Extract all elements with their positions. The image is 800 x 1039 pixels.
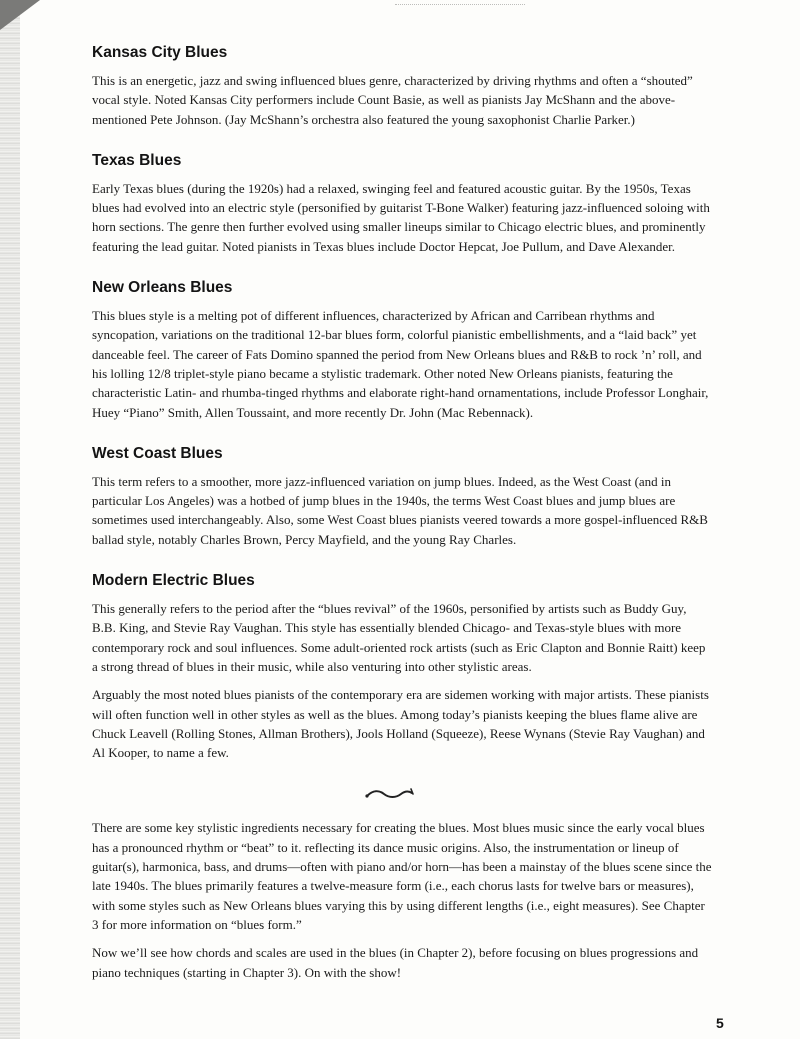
swash-ornament-icon <box>364 785 416 801</box>
section-paragraph: This is an energetic, jazz and swing influenced blues genre, characterized by driving rhythms and often a “shouted” vocal style. Noted Kansas City performers include Count Basie, as well as pianists Jay McShann and the above- mentioned Pete Johnson. (Jay McShann’s orchestra also featured the young saxophonist Charlie Parker.) <box>92 73 693 127</box>
section-west-coast-blues <box>92 445 712 549</box>
section-texas-blues <box>92 152 712 256</box>
section-paragraph: Arguably the most noted blues pianists of the contemporary era are sidemen working with major artists. These pianists will often function well in other styles as well as the blues. Among today’s pianists keeping the blues flame alive are Chuck Leavell (Rolling Stones, Allman Brothers), Jools Holland (Squeeze), Reese Wynans (Stevie Ray Vaughan) and Al Kooper, to name a few. <box>92 687 709 761</box>
scan-top-artifact <box>395 4 525 6</box>
page-content <box>92 44 712 1005</box>
section-modern-electric-blues <box>92 572 712 762</box>
section-kansas-city-blues <box>92 44 712 129</box>
section-heading: Kansas City Blues <box>92 44 228 61</box>
scan-corner-mark <box>0 0 40 30</box>
closing-paragraph: There are some key stylistic ingredients necessary for creating the blues. Most blues music since the early vocal blues has a pronounced rhythm or “beat” to it. reflecting its dance music origins. Also, the instrumentation or lineup of guitar(s), harmonica, bass, and drums—often with piano and/or horn—has been a mainstay of the blues scene since the late 1940s. The blues primarily features a twelve-measure form (i.e., each chorus lasts for twelve bars or measures), with some styles such as New Orleans blues varying this by using different lengths (i.e., eight measures). See Chapter 3 for more information on “blues form.” <box>92 820 712 932</box>
section-heading: Modern Electric Blues <box>92 572 255 590</box>
section-paragraph: This term refers to a smoother, more jazz-influenced variation on jump blues. Indeed, as the West Coast (and in particular Los Angeles) was a hotbed of jump blues in the 1940s, the terms West Coast blues and jump blues are sometimes used interchangeably. Also, some West Coast blues pianists veered towards a more gospel-influenced R&B ballad style, notably Charles Brown, Percy Mayfield, and the young Ray Charles. <box>92 473 708 547</box>
closing-paragraph: Now we’ll see how chords and scales are used in the blues (in Chapter 2), before focusing on blues progressions and piano techniques (starting in Chapter 3). On with the show! <box>92 945 699 980</box>
section-new-orleans-blues <box>92 279 712 422</box>
closing-section <box>92 818 712 981</box>
section-paragraph: This blues style is a melting pot of different influences, characterized by African and Carribean rhythms and syncopation, variations on the traditional 12-bar blues form, colorful pianistic embellishments, and a “laid back” yet danceable feel. The career of Fats Domino spanned the period from New Orleans blues and R&B to rock ’n’ roll, and his lolling 12/8 triplet-style piano became a stylistic trademark. Other noted New Orleans pianists, featuring the characteristic Latin- and rhumba-tinged rhythms and elaborate right-hand ornamentations, include Professor Longhair, Huey “Piano” Smith, Allen Toussaint, and more recently Dr. John (Mac Rebennack). <box>92 308 709 420</box>
section-heading: New Orleans Blues <box>92 279 233 297</box>
section-paragraph: Early Texas blues (during the 1920s) had a relaxed, swinging feel and featured acoustic guitar. By the 1950s, Texas blues had evolved into an electric style (personified by guitarist T-Bone Walker) featuring jazz-influenced soloing with horn sections. The genre then further evolved using smaller lineups similar to Chicago electric blues, and prominently featuring the lead guitar. Noted pianists in Texas blues include Doctor Hepcat, Joe Pullum, and Dave Alexander. <box>92 180 710 254</box>
binding-edge <box>0 0 20 1039</box>
section-heading: Texas Blues <box>92 151 182 169</box>
section-paragraph: This generally refers to the period after the “blues revival” of the 1960s, personified by artists such as Buddy Guy, B.B. King, and Stevie Ray Vaughan. This style has essentially blended Chicago- and Texas-style blues with more contemporary rock and soul influences. Some adult-oriented rock artists (such as Eric Clapton and Bonnie Raitt) keep a strong thread of blues in their music, while also venturing into other stylistic areas. <box>92 601 706 674</box>
page-number: 5 <box>716 1015 724 1031</box>
section-heading: West Coast Blues <box>92 444 223 462</box>
